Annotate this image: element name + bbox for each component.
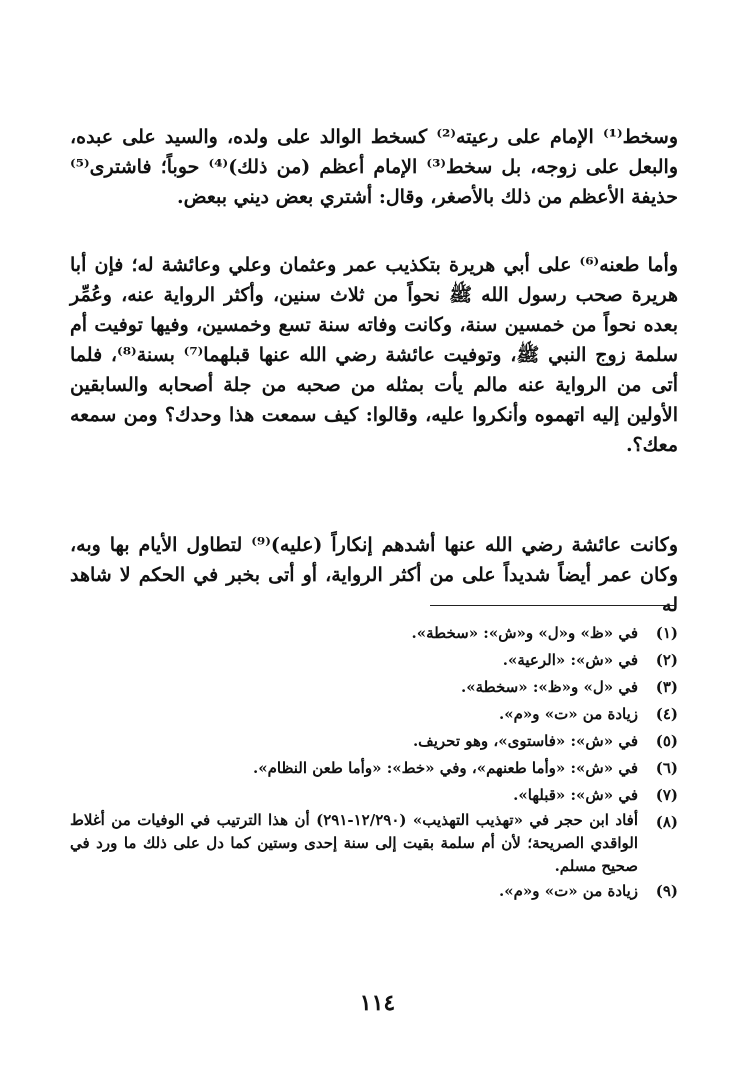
footnote-number: (٤) xyxy=(655,705,678,723)
main-text-2 xyxy=(70,250,678,460)
footnote-divider xyxy=(430,605,675,606)
footnote-4 xyxy=(70,701,678,728)
footnote-text: في «ش»: «قبلها». xyxy=(513,786,638,804)
paragraph-1: وسخط⁽¹⁾ الإمام على رعيته⁽²⁾ كسخط الوالد على ولده، والسيد على عبده، والبعل على زوجه، بل سخط⁽³⁾ الإمام أعظم (من ذلك)⁽⁴⁾ حوباً؛ فاشترى⁽⁵⁾ حذيفة الأعظم من ذلك بالأصغر، وقال: أشتري بعض ديني ببعض. xyxy=(70,126,678,208)
footnote-number: (٧) xyxy=(655,786,678,804)
footnote-text: في «ش»: «فاستوى»، وهو تحريف. xyxy=(412,732,638,750)
footnote-7 xyxy=(70,782,678,809)
footnote-text: في «ل» و«ظ»: «سخطة». xyxy=(461,678,638,696)
footnote-1 xyxy=(70,620,678,647)
footnote-text: زيادة من «ت» و«م». xyxy=(498,705,638,723)
footnote-2 xyxy=(70,647,678,674)
footnote-text: زيادة من «ت» و«م». xyxy=(498,882,638,900)
paragraph-2: وأما طعنه⁽⁶⁾ على أبي هريرة بتكذيب عمر وعثمان وعلي وعائشة له؛ فإن أبا هريرة صحب رسول الله ﷺ نحواً من ثلاث سنين، وأكثر الرواية عنه، وعُمِّر بعده نحواً من خمسين سنة، وكانت وفاته سنة تسع وخمسين، وفيها توفيت أم سلمة زوج النبي ﷺ، وتوفيت عائشة رضي الله عنها قبلهما⁽⁷⁾ بسنة⁽⁸⁾، فلما أتى من الرواية عنه مالم يأت بمثله من صحبه من جلة أصحابه والسابقين الأولين إليه اتهموه وأنكروا عليه، وقالوا: كيف سمعت هذا وحدك؟ ومن سمعه معك؟. xyxy=(70,254,678,456)
footnotes-section xyxy=(70,620,678,905)
footnote-number: (٥) xyxy=(655,732,678,750)
footnote-8 xyxy=(70,809,678,878)
paragraph-3: وكانت عائشة رضي الله عنها أشدهم إنكاراً (عليه)⁽⁹⁾ لتطاول الأيام بها وبه، وكان عمر أيضاً شديداً على من أكثر الرواية، أو أتى بخبر في الحكم لا شاهد له xyxy=(70,534,678,616)
page-number: ١١٤ xyxy=(359,990,396,1016)
footnote-6 xyxy=(70,755,678,782)
footnote-number: (١) xyxy=(655,624,678,642)
main-text-3 xyxy=(70,530,678,620)
footnote-number: (٨) xyxy=(655,813,678,831)
footnote-text: في «ش»: «الرعية». xyxy=(502,651,638,669)
footnote-3 xyxy=(70,674,678,701)
footnote-5 xyxy=(70,728,678,755)
footnote-text: في «ش»: «وأما طعنهم»، وفي «خط»: «وأما طعن النظام». xyxy=(253,759,638,777)
footnote-number: (٩) xyxy=(655,882,678,900)
footnote-number: (٢) xyxy=(655,651,678,669)
footnote-9 xyxy=(70,878,678,905)
main-text xyxy=(70,122,678,212)
footnote-number: (٦) xyxy=(655,759,678,777)
footnote-text: في «ظ» و«ل» و«ش»: «سخطة». xyxy=(411,624,638,642)
footnote-text: أفاد ابن حجر في «تهذيب التهذيب» (١٢/٢٩٠-٢٩١) أن هذا الترتيب في الوفيات من أغلاط الواقدي الصريحة؛ لأن أم سلمة بقيت إلى سنة إحدى وستين كما دل على ذلك ما ورد في صحيح مسلم. xyxy=(70,811,639,875)
footnote-number: (٣) xyxy=(655,678,678,696)
